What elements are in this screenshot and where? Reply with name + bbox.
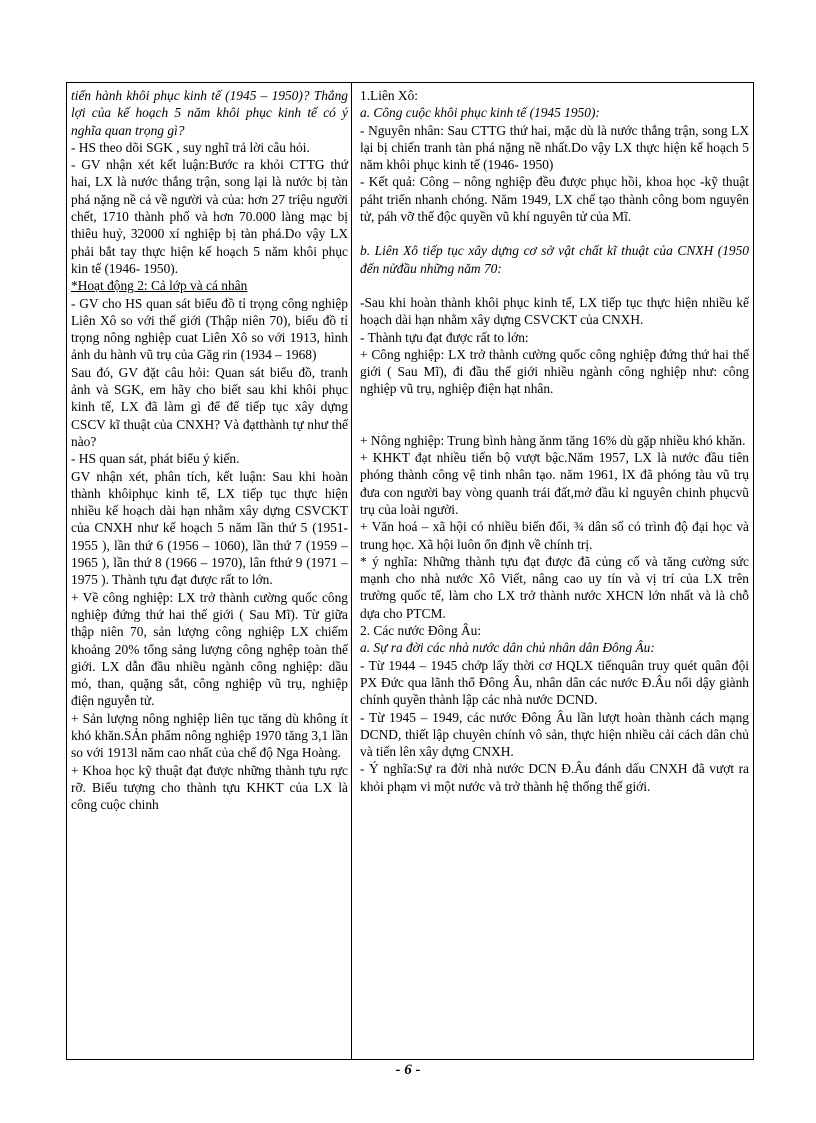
right-paragraph xyxy=(360,225,749,242)
right-paragraph: a. Công cuộc khôi phục kinh tế (1945 1950): xyxy=(360,105,600,121)
right-paragraph: a. Sự ra đời các nhà nước dân chủ nhân dân Đông Âu: xyxy=(360,640,655,656)
right-paragraph: 2. Các nước Đông Âu: xyxy=(360,623,482,639)
right-paragraph: + Văn hoá – xã hội có nhiều biến đổi, ¾ dân số có trình độ đại học và trung học. Xã hội luôn ổn định về chính trị. xyxy=(360,519,749,552)
right-paragraph: b. Liên Xô tiếp tục xây dựng cơ sở vật chất kĩ thuật của CNXH (1950 đến nửđầu những năm 70: xyxy=(360,243,749,276)
left-paragraph: - HS theo dõi SGK , suy nghĩ trả lời câu hỏi. xyxy=(71,139,310,155)
right-paragraph: + Nông nghiệp: Trung bình hàng ănm tăng 16% dù gặp nhiều khó khăn. xyxy=(360,432,746,448)
right-paragraph: - Từ 1944 – 1945 chớp lấy thời cơ HQLX tiếnquân truy quét quân đội PX Đức qua lãnh thổ Đông Âu, nhân dân các nước Đ.Âu nổi dậy giành chính quyền thành lập các nhà nước DCND. xyxy=(360,657,749,708)
right-paragraph: - Từ 1945 – 1949, các nước Đông Âu lần lượt hoàn thành cách mạng DCND, thiết lập chuyên chính vô sản, thực hiện nhiều cải cách dân chủ và tiến lên xây dựng CNXH. xyxy=(360,709,749,760)
right-paragraph xyxy=(360,398,749,415)
content-table xyxy=(66,82,754,1060)
left-paragraph: + Về công nghiệp: LX trở thành cường quốc công nghiệp đứng thứ hai thế giới ( Sau Mĩ). Từ giữa thập niên 70, sản lượng công nghiệp LX chiếm khoảng 20% tổng sảng lượng công nghệp toàn thế giới. LX dẫn đầu nhiều ngành công nghiệp: dầu mỏ, than, quặng sắt, công nghiệp vũ trụ, nghiệp điện nguyễn tử. xyxy=(71,589,348,709)
left-paragraph: GV nhận xét, phân tích, kết luận: Sau khi hoàn thành khôiphục kinh tế, LX tiếp tục thực hiện nhiều kế hoạch dài hạn nhằm xây dựng CSVCKT của CNXH như kế hoạch 5 năm lần thứ 5 (1951- 1955 ), lần thứ 6 (1956 – 1060), lần thứ 7 (1959 – 1965 ), lần thứ 8 (1966 – 1970), lân fthứ 9 (1971 – 1975 ). Thành tựu đạt được rất to lớn. xyxy=(71,468,348,588)
left-paragraph: + Sản lượng nông nghiệp liên tục tăng dù không ít khó khăn.SẢn phẩm nông nghiệp 1970 tăng 3,1 lần so với 1913l năm cao nhất của chế độ Nga Hoàng. xyxy=(71,710,348,761)
right-paragraph: 1.Liên Xô: xyxy=(360,88,419,103)
right-paragraph: - Kết quả: Công – nông nghiệp đều được phục hồi, khoa học -kỹ thuật páht triển nhanh chóng. Năm 1949, LX chế tạo thành công bom nguyên tử, páh vỡ thế độc quyền vũ khí nguyên tử của Mĩ. xyxy=(360,174,749,225)
left-paragraph: *Hoạt động 2: Cả lớp và cá nhân xyxy=(71,278,248,294)
page-number: - 6 - xyxy=(395,1062,421,1078)
right-paragraph: + KHKT đạt nhiều tiến bộ vượt bậc.Năm 1957, LX là nước đầu tiên phóng thành công vệ tinh nhân tạo. năm 1961, lX đã phóng tàu vũ trụ đưa con người bay vòng quanh trái đất,mở đầu kỉ nguyên chinh phụcvũ trụ của loài người. xyxy=(360,450,749,517)
left-column-teacher-activities xyxy=(67,83,352,1059)
left-paragraph: - HS quan sát, phát biểu ý kiến. xyxy=(71,451,240,467)
right-paragraph: * ý nghĩa: Những thành tựu đạt được đã củng cố và tăng cường sức mạnh cho nhà nước Xô Viết, nâng cao uy tín và vị trí của LX trên trường quốc tế, làm cho LX trở thành nước XHCN lớn nhất và là chỗ dựa cho PTCM. xyxy=(360,553,749,621)
right-paragraph xyxy=(360,277,749,294)
left-paragraph: tiến hành khôi phục kinh tế (1945 – 1950)? Thắng lợi của kế hoạch 5 năm khôi phục kinh tế có ý nghĩa quan trọng gì? xyxy=(71,88,348,138)
right-paragraph: - Nguyên nhân: Sau CTTG thứ hai, mặc dù là nước thắng trận, song LX lại bị chiến tranh tàn phá nặng nề nhất.Do vậy LX thực hiện kế hoạch 5 năm khôi phục kinh tế (1946- 1950) xyxy=(360,122,749,173)
right-column-lesson-content xyxy=(352,83,753,1059)
left-paragraph: Sau đó, GV đặt câu hỏi: Quan sát biểu đồ, tranh ảnh và SGK, em hãy cho biết sau khi khôi phục kinh tế, LX đã làm gì để để tiếp tục xây dựng CSCV kĩ thuật của CNXH? Và đạtthành tự như thế nào? xyxy=(71,364,348,449)
left-paragraph: - GV cho HS quan sát biểu đồ tỉ trọng công nghiệp Liên Xô so với thế giới (Thập niên 70), biểu đồ tỉ trọng nông nghiệp cuat Liên Xô so với 1913, hình ảnh du hành vũ trụ của Găg rin (1934 – 1968) xyxy=(71,295,348,363)
right-paragraph: -Sau khi hoàn thành khôi phục kinh tế, LX tiếp tục thực hiện nhiều kế hoạch dài hạn nhằm xây dựng CSVCKT của CNXH. xyxy=(360,294,749,328)
right-paragraph: + Công nghiệp: LX trở thành cường quốc công nghiệp đứng thứ hai thế giới ( Sau Mĩ), đi đầu thế giới nhiều ngành công nghiệp như: công nghiệp vũ trụ, nghiệp điện hạt nhân. xyxy=(360,346,749,397)
left-paragraph: + Khoa học kỹ thuật đạt được những thành tựu rực rỡ. Biểu tượng cho thành tựu KHKT của LX là công cuộc chinh xyxy=(71,762,348,813)
left-paragraph: - GV nhận xét kết luận:Bước ra khỏi CTTG thứ hai, LX là nước thắng trận, song lại là nước bị tàn phá nặng nề cả về người và của: hơn 27 triệu người chết, 1710 thành phố và hơn 70.000 làng mạc bị thiêu huỷ, 32000 xí nghiệp bị tàn phá.Do vậy LX phải bắt tay thực hiện kế hoạch 5 năm khôi phục kin tế (1946- 1950). xyxy=(71,157,348,276)
right-paragraph: - Thành tựu đạt được rất to lớn: xyxy=(360,329,529,345)
right-paragraph xyxy=(360,415,749,432)
right-paragraph: - Ý nghĩa:Sự ra đời nhà nước DCN Đ.Âu đánh dấu CNXH đã vượt ra khỏi phạm vi một nước và trở thành hệ thống thế giới. xyxy=(360,761,749,794)
